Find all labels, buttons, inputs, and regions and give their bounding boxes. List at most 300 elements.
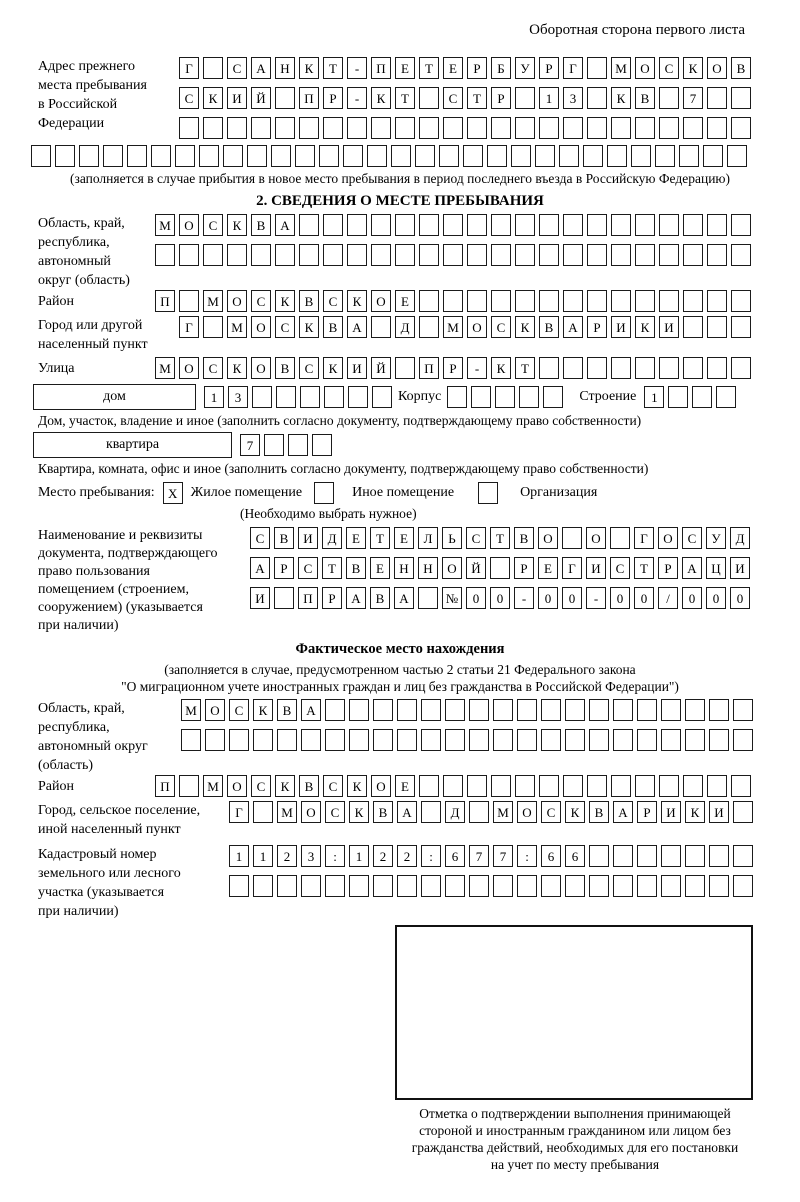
- char-cell: [277, 875, 297, 897]
- char-cell: [707, 244, 727, 266]
- char-cell: Д: [730, 527, 750, 549]
- char-cell: О: [251, 357, 271, 379]
- char-cell: Ь: [442, 527, 462, 549]
- char-cell: [733, 699, 753, 721]
- char-cell: [395, 117, 415, 139]
- char-cell: Р: [637, 801, 657, 823]
- char-cell: [607, 145, 627, 167]
- char-cell: [467, 290, 487, 312]
- building-label: Корпус: [398, 389, 442, 404]
- char-cell: 0: [730, 587, 750, 609]
- char-cell: [587, 244, 607, 266]
- char-cell: [300, 386, 320, 408]
- char-cell: Т: [634, 557, 654, 579]
- char-cell: Е: [395, 57, 415, 79]
- char-cell: [323, 214, 343, 236]
- char-cell: [421, 801, 441, 823]
- char-cell: [611, 244, 631, 266]
- char-cell: [731, 775, 751, 797]
- char-cell: В: [539, 316, 559, 338]
- char-cell: [251, 117, 271, 139]
- stay-type-block: [38, 482, 800, 504]
- label-line: Федерации: [38, 116, 105, 131]
- char-cell: [707, 117, 727, 139]
- char-cell: [373, 699, 393, 721]
- char-cell: К: [611, 87, 631, 109]
- char-cell: [203, 117, 223, 139]
- prev-address-rows: [179, 57, 751, 139]
- char-cell: К: [347, 775, 367, 797]
- char-cell: [203, 316, 223, 338]
- label-line: Город или другой: [38, 318, 143, 333]
- char-cell: А: [682, 557, 702, 579]
- char-cell: [323, 244, 343, 266]
- char-cell: Р: [658, 557, 678, 579]
- street-row: [155, 357, 751, 379]
- char-cell: [683, 214, 703, 236]
- char-cell: С: [491, 316, 511, 338]
- char-cell: -: [586, 587, 606, 609]
- char-cell: [692, 386, 712, 408]
- char-cell: X: [163, 482, 183, 504]
- document-block: [38, 527, 800, 635]
- char-cell: И: [659, 316, 679, 338]
- char-cell: У: [515, 57, 535, 79]
- char-cell: [463, 145, 483, 167]
- city-row: [179, 316, 751, 338]
- char-cell: [349, 699, 369, 721]
- char-cell: 1: [539, 87, 559, 109]
- char-cell: А: [347, 316, 367, 338]
- char-cell: [679, 145, 699, 167]
- prev-address-row-3: [179, 117, 751, 139]
- label-line: при наличии): [38, 904, 119, 919]
- char-cell: О: [538, 527, 558, 549]
- char-cell: [443, 117, 463, 139]
- char-cell: [683, 357, 703, 379]
- char-cell: [491, 244, 511, 266]
- label-line: места пребывания: [38, 78, 147, 93]
- char-cell: Е: [346, 527, 366, 549]
- char-cell: К: [635, 316, 655, 338]
- char-cell: [707, 357, 727, 379]
- char-cell: [683, 316, 703, 338]
- char-cell: Т: [419, 57, 439, 79]
- char-cell: [709, 699, 729, 721]
- char-cell: [517, 729, 537, 751]
- label-line: в Российской: [38, 97, 118, 112]
- actual-region-block: [38, 699, 800, 775]
- label-line: республика,: [38, 235, 110, 250]
- char-cell: М: [203, 775, 223, 797]
- char-cell: 1: [644, 386, 664, 408]
- char-cell: [661, 699, 681, 721]
- char-cell: [565, 875, 585, 897]
- label-line: сооружением) (указывается: [38, 600, 203, 615]
- char-cell: [685, 699, 705, 721]
- char-cell: -: [347, 57, 367, 79]
- char-cell: [347, 244, 367, 266]
- char-cell: Г: [562, 557, 582, 579]
- city-block: [38, 316, 800, 354]
- prev-address-row-4: [31, 145, 800, 167]
- char-cell: Р: [491, 87, 511, 109]
- char-cell: С: [610, 557, 630, 579]
- char-cell: [685, 845, 705, 867]
- char-cell: [371, 244, 391, 266]
- char-cell: О: [658, 527, 678, 549]
- char-cell: [445, 699, 465, 721]
- char-cell: [288, 434, 308, 456]
- char-cell: [611, 117, 631, 139]
- char-cell: С: [251, 775, 271, 797]
- char-cell: С: [229, 699, 249, 721]
- char-cell: [731, 244, 751, 266]
- char-cell: [371, 316, 391, 338]
- char-cell: [635, 775, 655, 797]
- char-cell: [467, 775, 487, 797]
- actual-city-block: [38, 801, 800, 839]
- char-cell: [314, 482, 334, 504]
- char-cell: К: [203, 87, 223, 109]
- apartment-block: [33, 432, 800, 458]
- actual-region-row-2: [181, 729, 753, 751]
- char-cell: И: [298, 527, 318, 549]
- char-cell: А: [250, 557, 270, 579]
- char-cell: Й: [466, 557, 486, 579]
- char-cell: П: [155, 775, 175, 797]
- char-cell: 0: [706, 587, 726, 609]
- char-cell: 7: [240, 434, 260, 456]
- char-cell: [613, 729, 633, 751]
- char-cell: [733, 729, 753, 751]
- char-cell: [179, 775, 199, 797]
- char-cell: 6: [445, 845, 465, 867]
- char-cell: 0: [490, 587, 510, 609]
- char-cell: [467, 244, 487, 266]
- street-block: [38, 357, 800, 379]
- char-cell: [203, 57, 223, 79]
- char-cell: [324, 386, 344, 408]
- cadastral-label: [38, 845, 229, 921]
- char-cell: [275, 87, 295, 109]
- char-cell: [347, 117, 367, 139]
- option-residential-label: Жилое помещение: [190, 485, 303, 500]
- char-cell: [299, 244, 319, 266]
- char-cell: Т: [490, 527, 510, 549]
- char-cell: Е: [395, 290, 415, 312]
- char-cell: [589, 875, 609, 897]
- char-cell: [203, 244, 223, 266]
- char-cell: 0: [562, 587, 582, 609]
- char-cell: [539, 214, 559, 236]
- char-cell: С: [466, 527, 486, 549]
- char-cell: С: [659, 57, 679, 79]
- char-cell: [275, 244, 295, 266]
- char-cell: И: [347, 357, 367, 379]
- char-cell: [323, 117, 343, 139]
- char-cell: [535, 145, 555, 167]
- char-cell: [445, 875, 465, 897]
- char-cell: [487, 145, 507, 167]
- house-block: [33, 384, 800, 410]
- label-line: Область, край,: [38, 701, 125, 716]
- char-cell: [562, 527, 582, 549]
- prev-address-note: (заполняется в случае прибытия в новое место пребывания в период последнего въезда в Российскую Федерацию): [69, 171, 731, 186]
- char-cell: С: [250, 527, 270, 549]
- char-cell: [731, 214, 751, 236]
- caption-line: Отметка о подтверждении выполнения принимающей: [419, 1106, 731, 1121]
- char-cell: [517, 875, 537, 897]
- char-cell: [391, 145, 411, 167]
- char-cell: [155, 244, 175, 266]
- char-cell: [727, 145, 747, 167]
- char-cell: [515, 214, 535, 236]
- char-cell: [253, 801, 273, 823]
- char-cell: [493, 699, 513, 721]
- char-cell: Н: [275, 57, 295, 79]
- char-cell: Д: [322, 527, 342, 549]
- char-cell: 0: [466, 587, 486, 609]
- district-block: [38, 290, 800, 312]
- char-cell: [611, 214, 631, 236]
- char-cell: [515, 87, 535, 109]
- char-cell: Р: [514, 557, 534, 579]
- char-cell: [419, 87, 439, 109]
- prev-address-row-2: [179, 87, 751, 109]
- char-cell: О: [707, 57, 727, 79]
- char-cell: М: [155, 214, 175, 236]
- char-cell: [151, 145, 171, 167]
- char-cell: [419, 117, 439, 139]
- char-cell: [447, 386, 467, 408]
- char-cell: [511, 145, 531, 167]
- char-cell: [587, 87, 607, 109]
- char-cell: [179, 244, 199, 266]
- char-cell: М: [203, 290, 223, 312]
- char-cell: С: [298, 557, 318, 579]
- char-cell: [348, 386, 368, 408]
- char-cell: [419, 290, 439, 312]
- char-cell: [683, 117, 703, 139]
- char-cell: К: [275, 290, 295, 312]
- char-cell: Ц: [706, 557, 726, 579]
- registration-mark-caption: [380, 1105, 770, 1173]
- char-cell: М: [611, 57, 631, 79]
- char-cell: [490, 557, 510, 579]
- char-cell: В: [299, 775, 319, 797]
- char-cell: [611, 290, 631, 312]
- char-cell: М: [493, 801, 513, 823]
- char-cell: К: [253, 699, 273, 721]
- char-cell: [635, 244, 655, 266]
- char-cell: [587, 117, 607, 139]
- char-cell: 3: [301, 845, 321, 867]
- char-cell: К: [299, 57, 319, 79]
- char-cell: [709, 845, 729, 867]
- char-cell: [731, 117, 751, 139]
- char-cell: [343, 145, 363, 167]
- char-cell: В: [274, 527, 294, 549]
- label-line: Область, край,: [38, 216, 125, 231]
- char-cell: [301, 875, 321, 897]
- char-cell: [253, 729, 273, 751]
- char-cell: С: [179, 87, 199, 109]
- char-cell: [517, 699, 537, 721]
- char-cell: [373, 729, 393, 751]
- char-cell: Е: [395, 775, 415, 797]
- char-cell: 2: [277, 845, 297, 867]
- actual-region-row-1: [181, 699, 753, 721]
- char-cell: [443, 214, 463, 236]
- char-cell: А: [275, 214, 295, 236]
- char-cell: П: [419, 357, 439, 379]
- char-cell: [611, 775, 631, 797]
- char-cell: [347, 214, 367, 236]
- char-cell: К: [347, 290, 367, 312]
- char-cell: Е: [370, 557, 390, 579]
- char-cell: [349, 875, 369, 897]
- char-cell: [299, 214, 319, 236]
- char-cell: Й: [251, 87, 271, 109]
- prev-address-label: [38, 57, 179, 133]
- char-cell: [565, 699, 585, 721]
- char-cell: О: [227, 775, 247, 797]
- char-cell: [733, 875, 753, 897]
- char-cell: Р: [587, 316, 607, 338]
- char-cell: [659, 290, 679, 312]
- char-cell: [635, 214, 655, 236]
- char-cell: 7: [683, 87, 703, 109]
- char-cell: О: [442, 557, 462, 579]
- char-cell: А: [613, 801, 633, 823]
- char-cell: [637, 845, 657, 867]
- label-line: населенный пункт: [38, 337, 148, 352]
- char-cell: [589, 699, 609, 721]
- char-cell: [467, 117, 487, 139]
- char-cell: К: [685, 801, 705, 823]
- char-cell: О: [467, 316, 487, 338]
- char-cell: [395, 244, 415, 266]
- char-cell: [367, 145, 387, 167]
- label-line: помещением (строением,: [38, 582, 189, 597]
- checkbox-organization: [478, 482, 498, 504]
- label-line: Город, сельское поселение,: [38, 803, 201, 818]
- char-cell: [515, 775, 535, 797]
- char-cell: [493, 729, 513, 751]
- char-cell: Т: [323, 57, 343, 79]
- char-cell: С: [275, 316, 295, 338]
- char-cell: [703, 145, 723, 167]
- checkbox-other-premises: [314, 482, 334, 504]
- char-cell: Т: [395, 87, 415, 109]
- actual-location-note-2: "О миграционном учете иностранных граждан и лиц без гражданства в Российской Федерации"): [121, 679, 679, 694]
- char-cell: А: [397, 801, 417, 823]
- char-cell: С: [682, 527, 702, 549]
- char-cell: [274, 587, 294, 609]
- char-cell: Г: [634, 527, 654, 549]
- char-cell: №: [442, 587, 462, 609]
- char-cell: :: [517, 845, 537, 867]
- district-label: Район: [38, 293, 74, 309]
- label-line: Кадастровый номер: [38, 847, 157, 862]
- char-cell: -: [514, 587, 534, 609]
- char-cell: [491, 117, 511, 139]
- char-cell: Р: [323, 87, 343, 109]
- char-cell: [659, 87, 679, 109]
- char-cell: [478, 482, 498, 504]
- label-line: Адрес прежнего: [38, 59, 135, 74]
- char-cell: [395, 357, 415, 379]
- region-label: [38, 214, 155, 290]
- char-cell: 0: [682, 587, 702, 609]
- char-cell: [419, 214, 439, 236]
- char-cell: Р: [274, 557, 294, 579]
- char-cell: 6: [565, 845, 585, 867]
- char-cell: [419, 244, 439, 266]
- char-cell: В: [589, 801, 609, 823]
- char-cell: [127, 145, 147, 167]
- char-cell: 0: [634, 587, 654, 609]
- char-cell: К: [323, 357, 343, 379]
- char-cell: [179, 117, 199, 139]
- char-cell: [515, 244, 535, 266]
- char-cell: [227, 244, 247, 266]
- char-cell: [583, 145, 603, 167]
- char-cell: О: [179, 214, 199, 236]
- char-cell: [419, 775, 439, 797]
- char-cell: И: [611, 316, 631, 338]
- label-line: (область): [38, 758, 94, 773]
- form-back-page: [0, 22, 800, 1202]
- char-cell: [251, 244, 271, 266]
- char-cell: [515, 290, 535, 312]
- char-cell: [253, 875, 273, 897]
- char-cell: [539, 775, 559, 797]
- char-cell: [469, 875, 489, 897]
- char-cell: Д: [445, 801, 465, 823]
- char-cell: С: [325, 801, 345, 823]
- char-cell: [559, 145, 579, 167]
- char-cell: [587, 357, 607, 379]
- char-cell: [709, 729, 729, 751]
- char-cell: П: [371, 57, 391, 79]
- char-cell: И: [227, 87, 247, 109]
- char-cell: [587, 290, 607, 312]
- structure-label: Строение: [579, 389, 637, 404]
- char-cell: [325, 699, 345, 721]
- char-cell: М: [181, 699, 201, 721]
- char-cell: В: [299, 290, 319, 312]
- label-line: участка (указывается: [38, 885, 165, 900]
- char-cell: М: [277, 801, 297, 823]
- char-cell: [655, 145, 675, 167]
- char-cell: [397, 875, 417, 897]
- char-cell: С: [323, 775, 343, 797]
- char-cell: Л: [418, 527, 438, 549]
- caption-line: стороной и иностранным гражданином или лицом без: [419, 1123, 731, 1138]
- char-cell: /: [658, 587, 678, 609]
- char-cell: С: [541, 801, 561, 823]
- char-cell: Р: [467, 57, 487, 79]
- char-cell: К: [683, 57, 703, 79]
- char-cell: К: [227, 214, 247, 236]
- char-cell: [443, 244, 463, 266]
- label-line: документа, подтверждающего: [38, 546, 218, 561]
- char-cell: А: [563, 316, 583, 338]
- label-line: право пользования: [38, 564, 150, 579]
- char-cell: Т: [515, 357, 535, 379]
